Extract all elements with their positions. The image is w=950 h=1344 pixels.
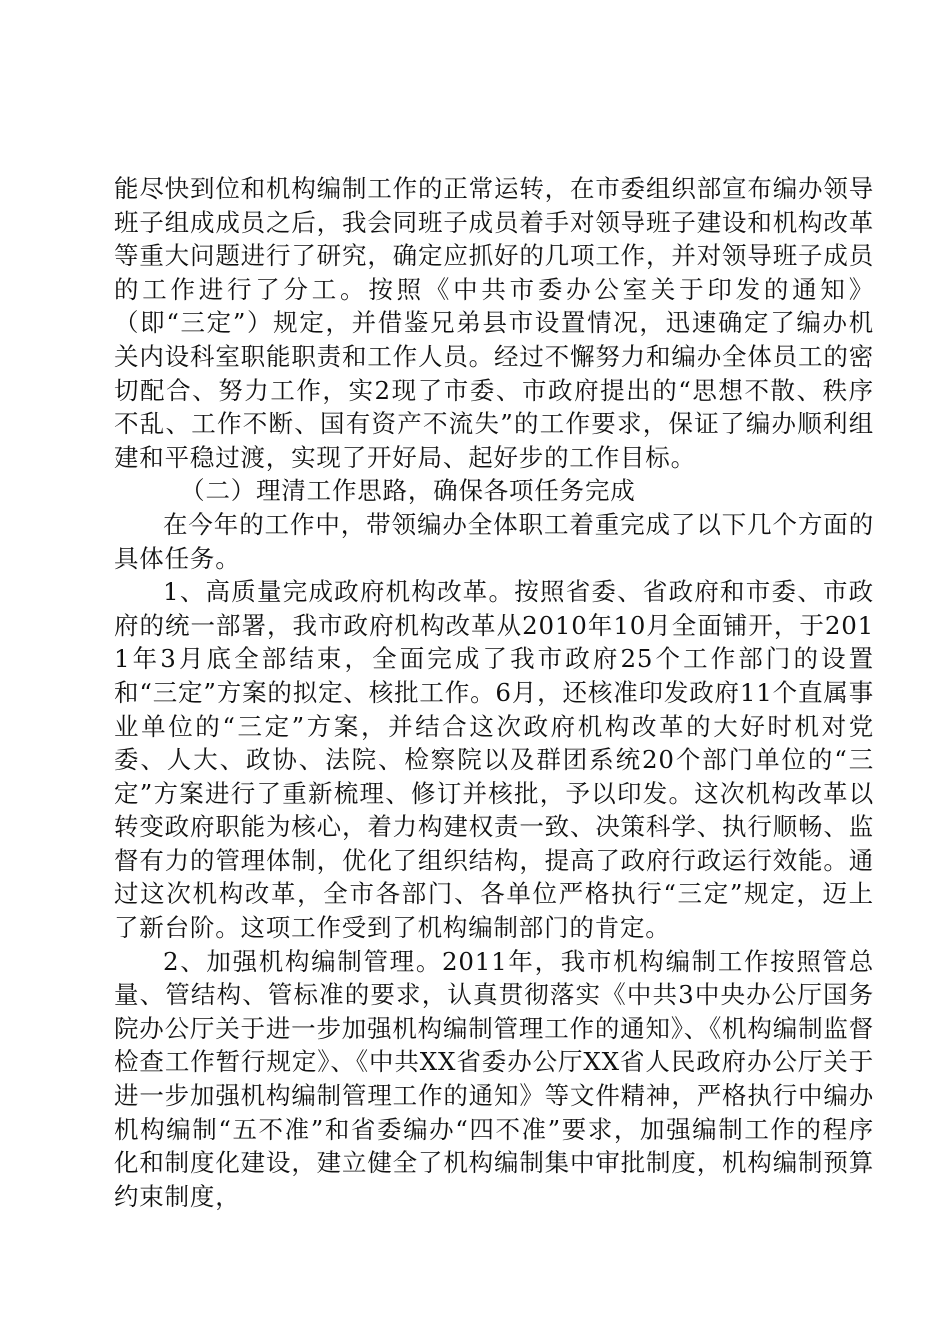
section-heading: （二）理清工作思路，确保各项任务完成 — [180, 476, 636, 506]
document-body — [114, 172, 874, 1213]
body-paragraph: 1、高质量完成政府机构改革。按照省委、省政府和市委、市政府的统一部署，我市政府机构改革从2010年10月全面铺开，于2011年3月底全部结束，全面完成了我市政府25个工作部门的设置和“三定”方案的拟定、核批工作。6月，还核准印发政府11个直属事业单位的“三定”方案，并结合这次政府机构改革的大好时机对党委、人大、政协、法院、检察院以及群团系统20个部门单位的“三定”方案进行了重新梳理、修订并核批，予以印发。这次机构改革以转变政府职能为核心，着力构建权责一致、决策科学、执行顺畅、监督有力的管理体制，优化了组织结构，提高了政府行政运行效能。通过这次机构改革，全市各部门、各单位严格执行“三定”规定，迈上了新台阶。这项工作受到了机构编制部门的肯定。 — [114, 577, 874, 943]
body-paragraph: 2、加强机构编制管理。2011年，我市机构编制工作按照管总量、管结构、管标准的要求，认真贯彻落实《中共3中央办公厅国务院办公厅关于进一步加强机构编制管理工作的通知》、《机构编制监督检查工作暂行规定》、《中共XX省委办公厅XX省人民政府办公厅关于进一步加强机构编制管理工作的通知》等文件精神，严格执行中编办机构编制“五不准”和省委编办“四不准”要求，加强编制工作的程序化和制度化建设，建立健全了机构编制集中审批制度，机构编制预算约束制度， — [114, 946, 874, 1211]
body-paragraph: 能尽快到位和机构编制工作的正常运转，在市委组织部宣布编办领导班子组成成员之后，我会同班子成员着手对领导班子建设和机构改革等重大问题进行了研究，确定应抓好的几项工作，并对领导班子成员的工作进行了分工。按照《中共市委办公室关于印发的通知》（即“三定”）规定，并借鉴兄弟县市设置情况，迅速确定了编办机关内设科室职能职责和工作人员。经过不懈努力和编办全体员工的密切配合、努力工作，实2现了市委、市政府提出的“思想不散、秩序不乱、工作不断、国有资产不流失”的工作要求，保证了编办顺利组建和平稳过渡，实现了开好局、起好步的工作目标。 — [114, 174, 874, 472]
body-paragraph: 在今年的工作中，带领编办全体职工着重完成了以下几个方面的具体任务。 — [114, 509, 874, 573]
